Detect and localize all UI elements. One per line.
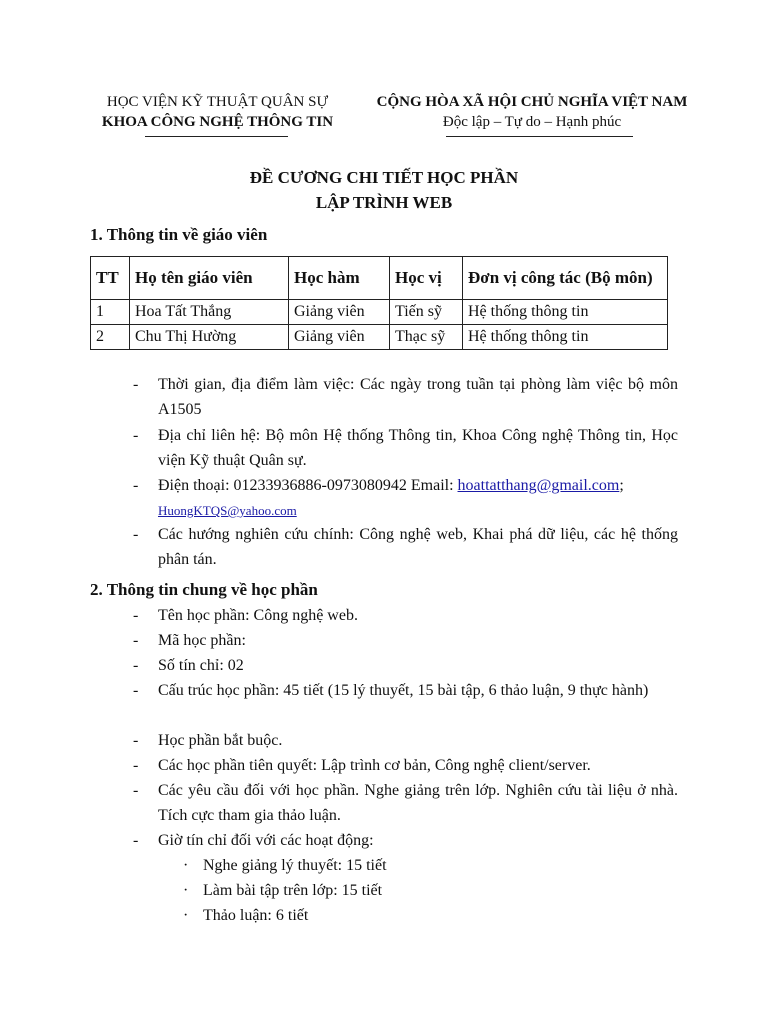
separator-text: ; (619, 477, 624, 494)
section-2-heading: 2. Thông tin chung về học phần (90, 580, 318, 599)
dash-marker: - (133, 832, 139, 849)
dot-marker: · (183, 857, 189, 874)
table-header-cell: Đơn vị công tác (Bộ môn) (463, 257, 668, 300)
sub-list-item (183, 878, 382, 903)
dash-marker: - (133, 526, 139, 543)
table-cell: Tiến sỹ (390, 300, 463, 325)
email-link-2[interactable]: HuongKTQS@yahoo.com (158, 503, 297, 518)
list-item-contact (133, 473, 678, 523)
dash-marker: - (133, 732, 139, 749)
dot-marker: · (183, 907, 189, 924)
list-item-text: Các học phần tiên quyết: Lập trình cơ bản, Công nghệ client/server. (158, 757, 591, 774)
table-row (91, 325, 668, 350)
dash-marker: - (133, 376, 139, 393)
table-header-row (91, 257, 668, 300)
course-title: LẬP TRÌNH WEB (315, 193, 453, 212)
list-item (133, 423, 678, 473)
list-item (133, 603, 678, 628)
teacher-table (90, 256, 668, 350)
sub-list-item-text: Thảo luận: 6 tiết (203, 907, 309, 924)
table-cell: Hệ thống thông tin (463, 325, 668, 350)
list-item-text: Số tín chỉ: 02 (158, 657, 244, 674)
list-item (133, 522, 678, 572)
list-item-text: Tên học phần: Công nghệ web. (158, 607, 358, 624)
list-item-text: Địa chỉ liên hệ: Bộ môn Hệ thống Thông tin, Khoa Công nghệ Thông tin, Học viện Kỹ thuật Quân sự. (158, 427, 678, 469)
table-row (91, 300, 668, 325)
dash-marker: - (133, 657, 139, 674)
left-header-rule (145, 136, 288, 137)
table-cell: 2 (91, 325, 130, 350)
dash-marker: - (133, 427, 139, 444)
table-header-cell: Học vị (390, 257, 463, 300)
list-item-text: Mã học phần: (158, 632, 246, 649)
list-item (133, 678, 678, 703)
phone-text: Điện thoại: 01233936886-0973080942 Email: (158, 477, 458, 494)
section-1-heading: 1. Thông tin về giáo viên (90, 225, 268, 244)
list-item (133, 753, 678, 778)
table-cell: 1 (91, 300, 130, 325)
contact-text (158, 473, 678, 523)
list-item (133, 653, 678, 678)
list-item-text: Thời gian, địa điểm làm việc: Các ngày trong tuần tại phòng làm việc bộ môn A1505 (158, 376, 678, 418)
table-header-cell: TT (91, 257, 130, 300)
sub-list-item-text: Nghe giảng lý thuyết: 15 tiết (203, 857, 387, 874)
list-item-text: Học phần bắt buộc. (158, 732, 283, 749)
list-item-text: Giờ tín chỉ đối với các hoạt động: (158, 832, 374, 849)
list-item (133, 628, 678, 653)
dash-marker: - (133, 632, 139, 649)
list-item (133, 728, 678, 753)
institution-name: HỌC VIỆN KỸ THUẬT QUÂN SỰ (106, 94, 329, 110)
dash-marker: - (133, 757, 139, 774)
national-motto: Độc lập – Tự do – Hạnh phúc (442, 114, 622, 130)
document-title: ĐỀ CƯƠNG CHI TIẾT HỌC PHẦN (249, 168, 519, 187)
table-cell: Chu Thị Hường (130, 325, 289, 350)
dash-marker: - (133, 682, 139, 699)
list-item (133, 778, 678, 828)
right-header-rule (446, 136, 633, 137)
sub-list-item-text: Làm bài tập trên lớp: 15 tiết (203, 882, 383, 899)
national-title: CỘNG HÒA XÃ HỘI CHỦ NGHĨA VIỆT NAM (376, 94, 688, 110)
list-item-text: Các yêu cầu đối với học phần. Nghe giảng trên lớp. Nghiên cứu tài liệu ở nhà. Tích cực tham gia thảo luận. (158, 782, 678, 824)
dash-marker: - (133, 477, 139, 494)
table-cell: Hệ thống thông tin (463, 300, 668, 325)
faculty-name: KHOA CÔNG NGHỆ THÔNG TIN (101, 114, 334, 130)
email-link-1[interactable]: hoattatthang@gmail.com (457, 477, 620, 494)
sub-list-item (183, 853, 387, 878)
table-header-cell: Họ tên giáo viên (130, 257, 289, 300)
table-header-cell: Học hàm (289, 257, 390, 300)
table-cell: Thạc sỹ (390, 325, 463, 350)
table-cell: Giảng viên (289, 325, 390, 350)
list-item (133, 828, 678, 853)
dash-marker: - (133, 782, 139, 799)
table-cell: Hoa Tất Thắng (130, 300, 289, 325)
list-item-text: Các hướng nghiên cứu chính: Công nghệ web, Khai phá dữ liệu, các hệ thống phân tán. (158, 526, 678, 568)
list-item-text: Cấu trúc học phần: 45 tiết (15 lý thuyết, 15 bài tập, 6 thảo luận, 9 thực hành) (158, 682, 649, 699)
dot-marker: · (183, 882, 189, 899)
sub-list-item (183, 903, 308, 928)
table-cell: Giảng viên (289, 300, 390, 325)
list-item (133, 372, 678, 422)
dash-marker: - (133, 607, 139, 624)
